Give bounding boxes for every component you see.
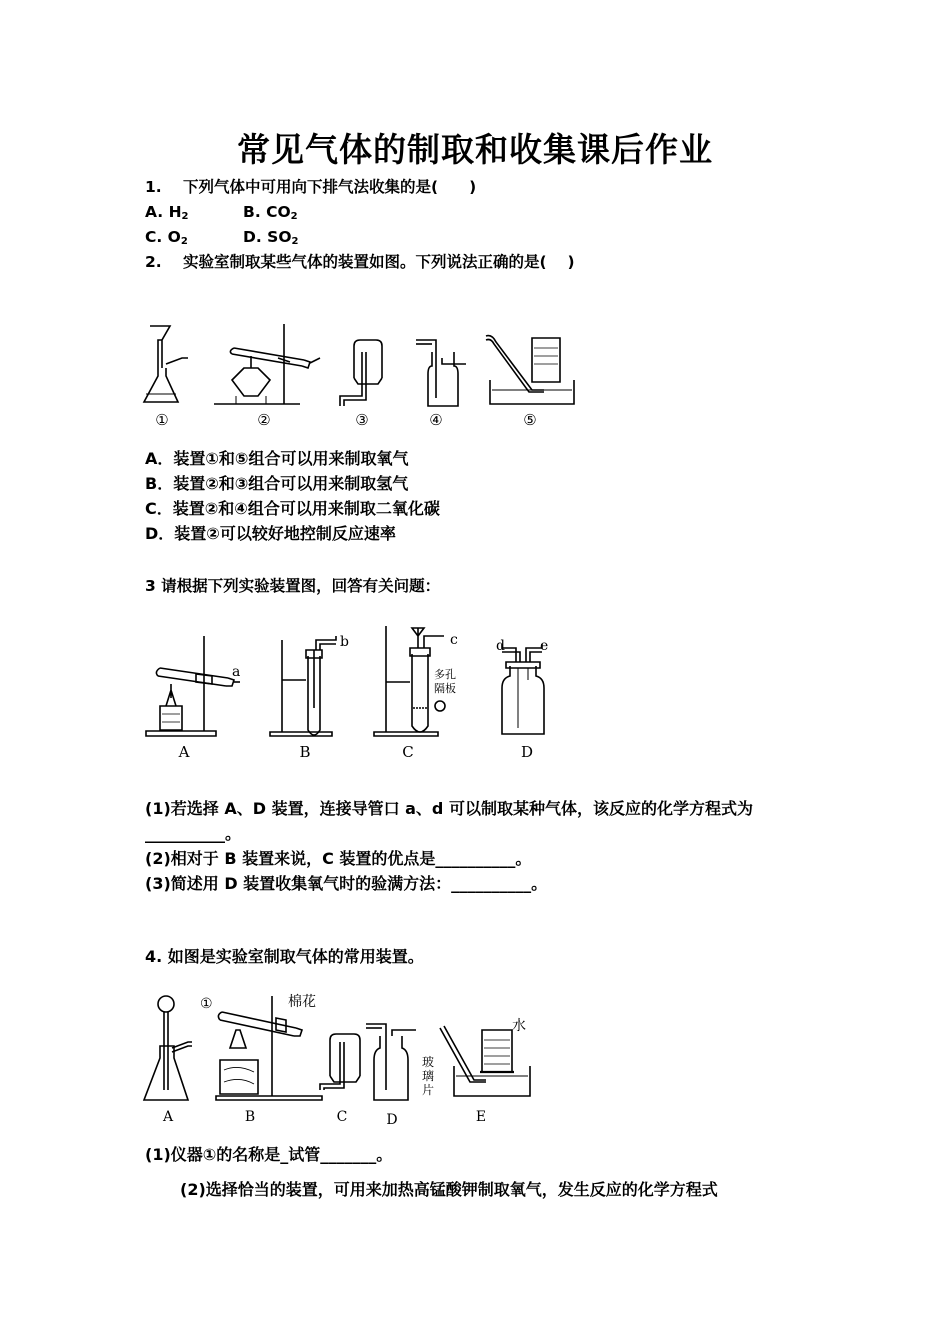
q3-port-c: c — [450, 632, 458, 648]
q4-figure-label-e: E — [475, 1109, 487, 1125]
q3-port-e: e — [540, 638, 549, 654]
q1-options-row-2 — [145, 227, 298, 252]
q4-apparatus-e — [440, 1026, 530, 1096]
q4-figure-label-b: B — [244, 1109, 256, 1125]
q4-part-2: (2)选择恰当的装置，可用来加热高锰酸钾制取氧气，发生反应的化学方程式 — [180, 1180, 718, 1199]
q1-stem-text: 下列气体中可用向下排气法收集的是( ) — [183, 178, 477, 196]
q2-figure-label-3: ③ — [355, 411, 369, 429]
q4-marker-1: ① — [200, 996, 213, 1012]
q3-port-b: b — [340, 634, 349, 650]
q1-option-a: A. $H_2$ — [145, 203, 189, 222]
q1-options-row-1 — [145, 202, 298, 227]
q4-apparatus-d — [366, 1024, 416, 1100]
q4-water-label: 水 — [512, 1018, 526, 1034]
q2-option-d: D．装置②可以较好地控制反应速率 — [145, 524, 396, 543]
q4-cotton-label: 棉花 — [288, 994, 316, 1010]
q4-apparatus-figure — [140, 990, 535, 1126]
q4-apparatus-c — [320, 1034, 360, 1090]
q2-stem — [145, 252, 575, 272]
q1-option-d: D. $SO_2$ — [243, 228, 299, 247]
q3-plate-label-line2: 隔板 — [434, 682, 456, 695]
q3-apparatus-d — [502, 644, 544, 734]
q3-plate-label-line1: 多孔 — [434, 668, 456, 681]
q2-apparatus-2 — [214, 324, 320, 404]
q3-figure-label-c: C — [402, 743, 414, 761]
q1-option-c: C. $O_2$ — [145, 228, 188, 247]
q2-number: 2. — [145, 253, 162, 271]
q2-stem-text: 实验室制取某些气体的装置如图。下列说法正确的是( ) — [183, 253, 575, 271]
q3-part-1: (1)若选择 A、D 装置，连接导管口 a、d 可以制取某种气体，该反应的化学方程式为 — [145, 799, 753, 818]
q3-apparatus-c — [374, 626, 445, 736]
q2-figure-label-1: ① — [155, 411, 169, 429]
q2-figure-label-5: ⑤ — [523, 411, 537, 429]
q2-apparatus-4 — [416, 340, 466, 406]
q2-option-b: B．装置②和③组合可以用来制取氢气 — [145, 474, 409, 493]
q2-apparatus-1 — [144, 326, 188, 402]
q3-port-a: a — [232, 664, 241, 680]
q3-part-3: (3)简述用 D 装置收集氧气时的验满方法：__________。 — [145, 874, 548, 893]
q4-figure-label-a: A — [162, 1109, 174, 1125]
q3-part-1-blank: __________。 — [145, 824, 242, 843]
q3-apparatus-figure — [140, 618, 560, 763]
q3-figure-label-a: A — [178, 743, 190, 761]
q4-glass-label-2: 璃 — [422, 1069, 435, 1083]
q3-apparatus-a — [146, 636, 240, 736]
q4-figure-label-d: D — [386, 1112, 398, 1126]
q2-figure-label-2: ② — [257, 411, 271, 429]
q2-figure-label-4: ④ — [429, 411, 443, 429]
q3-apparatus-b — [270, 636, 336, 736]
q1-number: 1. — [145, 178, 162, 196]
q4-apparatus-a — [144, 996, 192, 1100]
q4-figure-label-c: C — [336, 1109, 348, 1125]
q4-stem: 4. 如图是实验室制取气体的常用装置。 — [145, 947, 424, 966]
q4-glass-label-3: 片 — [422, 1083, 435, 1097]
q3-stem: 3 请根据下列实验装置图，回答有关问题： — [145, 577, 441, 595]
q2-option-c: C．装置②和④组合可以用来制取二氧化碳 — [145, 499, 440, 518]
q4-glass-label-1: 玻 — [422, 1055, 435, 1069]
q2-apparatus-figure — [140, 318, 590, 430]
q1-option-b: B. $CO_2$ — [243, 203, 298, 222]
q3-part-2: (2)相对于 B 装置来说，C 装置的优点是__________。 — [145, 849, 532, 868]
q2-apparatus-3 — [340, 340, 382, 406]
page-title: 常见气体的制取和收集课后作业 — [237, 130, 713, 169]
q4-apparatus-b — [216, 996, 322, 1100]
q3-port-d: d — [496, 638, 505, 654]
q2-apparatus-5 — [486, 336, 574, 404]
q4-part-1: (1)仪器①的名称是_试管_______。 — [145, 1145, 393, 1164]
q3-figure-label-b: B — [299, 743, 311, 761]
q2-option-a: A．装置①和⑤组合可以用来制取氧气 — [145, 449, 409, 468]
q1-stem — [145, 177, 476, 197]
q3-figure-label-d: D — [520, 743, 534, 761]
